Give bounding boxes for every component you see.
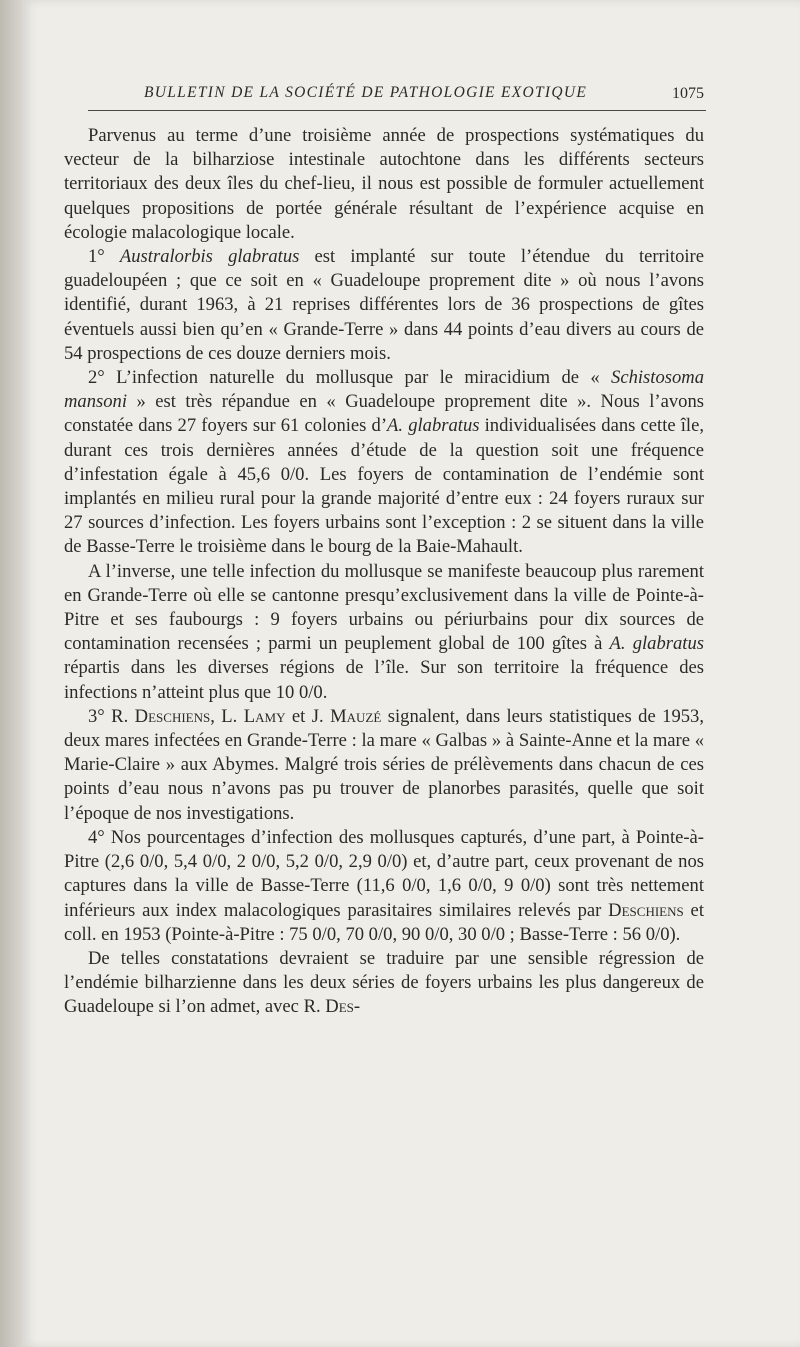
paragraph-text: est implanté sur toute l’étendue du territoire guadeloupéen ; que ce soit en « Guadeloupe proprement dite » où nous l’avons identifié, durant 1963, à 21 reprises différentes lors de 36 prospections de gîtes éventuels aussi bien qu’en « Grande-Terre » dans 44 points d’eau divers au cours de 54 prospections de ces douze derniers mois. bbox=[64, 246, 704, 364]
running-header bbox=[88, 84, 706, 111]
paragraph-conclusion bbox=[64, 947, 704, 1020]
journal-title: BULLETIN DE LA SOCIÉTÉ DE PATHOLOGIE EXOTIQUE bbox=[144, 84, 588, 101]
paragraph-text: De telles constatations devraient se traduire par une sensible régression de l’endémie bilharzienne dans les deux séries de foyers urbains les plus dangereux de Guadeloupe si l’on admet, avec R. bbox=[64, 947, 704, 1018]
point-number: 1° bbox=[88, 246, 105, 268]
author-name: Des- bbox=[325, 996, 361, 1018]
point-number: 2° bbox=[88, 367, 105, 389]
paragraph-text: » est très répandue en « Guadeloupe proprement dite ». Nous l’avons constatée dans 27 foyers sur 61 colonies d’ bbox=[64, 391, 704, 437]
author-name: Deschiens bbox=[608, 899, 684, 921]
paragraph-text: L’infection naturelle du mollusque par le miracidium de « bbox=[104, 367, 612, 389]
point-number: 3° bbox=[88, 705, 105, 727]
paragraph-point-2 bbox=[64, 366, 704, 560]
paragraph-text: signalent, dans leurs statistiques de 1953, deux mares infectées en Grande-Terre : la mare « Galbas » à Sainte-Anne et la mare « Marie-Claire » aux Abymes. Malgré trois séries de prélèvements dans chacun de ces points d’eau nous n’avons pas pu trouver de planorbes parasités, quelle que soit l’époque de nos investigations. bbox=[64, 705, 704, 824]
paragraph-text: Nos pourcentages d’infection des mollusques capturés, d’une part, à Pointe-à-Pitre (2,6 0/0, 5,4 0/0, 2 0/0, 5,2 0/0, 2,9 0/0) et, d’autre part, ceux provenant de nos captures dans la ville de Basse-Terre (11,6 0/0, 1,6 0/0, 9 0/0) sont très nettement inférieurs aux index malacologiques parasitaires similaires relevés par bbox=[64, 826, 704, 921]
author-name: Mauzé bbox=[330, 705, 382, 727]
article-body bbox=[64, 124, 704, 1020]
paragraph-point-3 bbox=[64, 705, 704, 826]
paragraph-inverse bbox=[64, 560, 704, 705]
paragraph-text: individualisées dans cette île, durant ces trois dernières années d’étude de la question soit une fréquence d’infestation égale à 45,6 0/0. Les foyers de contamination de l’endémie sont implantés en milieu rural pour la grande majorité d’entre eux : 24 foyers ruraux sur 27 sources d’infection. Les foyers urbains sont l’exception : 2 se situent dans la ville de Basse-Terre le troisième dans le bourg de la Baie-Mahault. bbox=[64, 415, 704, 558]
species-name: Schistosoma mansoni bbox=[64, 367, 704, 413]
author-initial: , L. bbox=[210, 705, 244, 727]
paragraph-text: A l’inverse, une telle infection du mollusque se manifeste beaucoup plus rarement en Grande-Terre où elle se cantonne presqu’exclusivement dans la ville de Pointe-à-Pitre et ses faubourgs : 9 foyers urbains ou périurbains pour dix sources de contamination recensées ; parmi un peuplement global de 100 gîtes à bbox=[64, 560, 704, 655]
page-number: 1075 bbox=[672, 85, 704, 102]
author-name: Deschiens bbox=[134, 705, 211, 727]
point-number: 4° bbox=[88, 826, 105, 848]
book-spine-shadow bbox=[0, 0, 22, 1347]
species-name: A. glabratus bbox=[387, 415, 480, 437]
species-name: A. glabratus bbox=[609, 633, 704, 655]
paragraph-point-4 bbox=[64, 826, 704, 947]
paragraph-point-1 bbox=[64, 245, 704, 366]
author-initial: et J. bbox=[285, 705, 331, 727]
paragraph-text: et coll. en 1953 (Pointe-à-Pitre : 75 0/0, 70 0/0, 90 0/0, 30 0/0 ; Basse-Terre : 56 0/0). bbox=[64, 899, 704, 945]
author-initial: R. bbox=[104, 705, 135, 727]
paragraph-intro: Parvenus au terme d’une troisième année de prospections systématiques du vecteur de la bilharziose intestinale autochtone dans les différents secteurs territoriaux des deux îles du chef-lieu, il nous est possible de formuler actuellement quelques propositions de portée générale résultant de l’expérience acquise en écologie malacologique locale. bbox=[64, 125, 704, 243]
species-name: Australorbis glabratus bbox=[119, 246, 300, 268]
author-name: Lamy bbox=[243, 705, 286, 727]
paragraph-text: répartis dans les diverses régions de l’île. Sur son territoire la fréquence des infections n’atteint plus que 10 0/0. bbox=[64, 657, 704, 703]
